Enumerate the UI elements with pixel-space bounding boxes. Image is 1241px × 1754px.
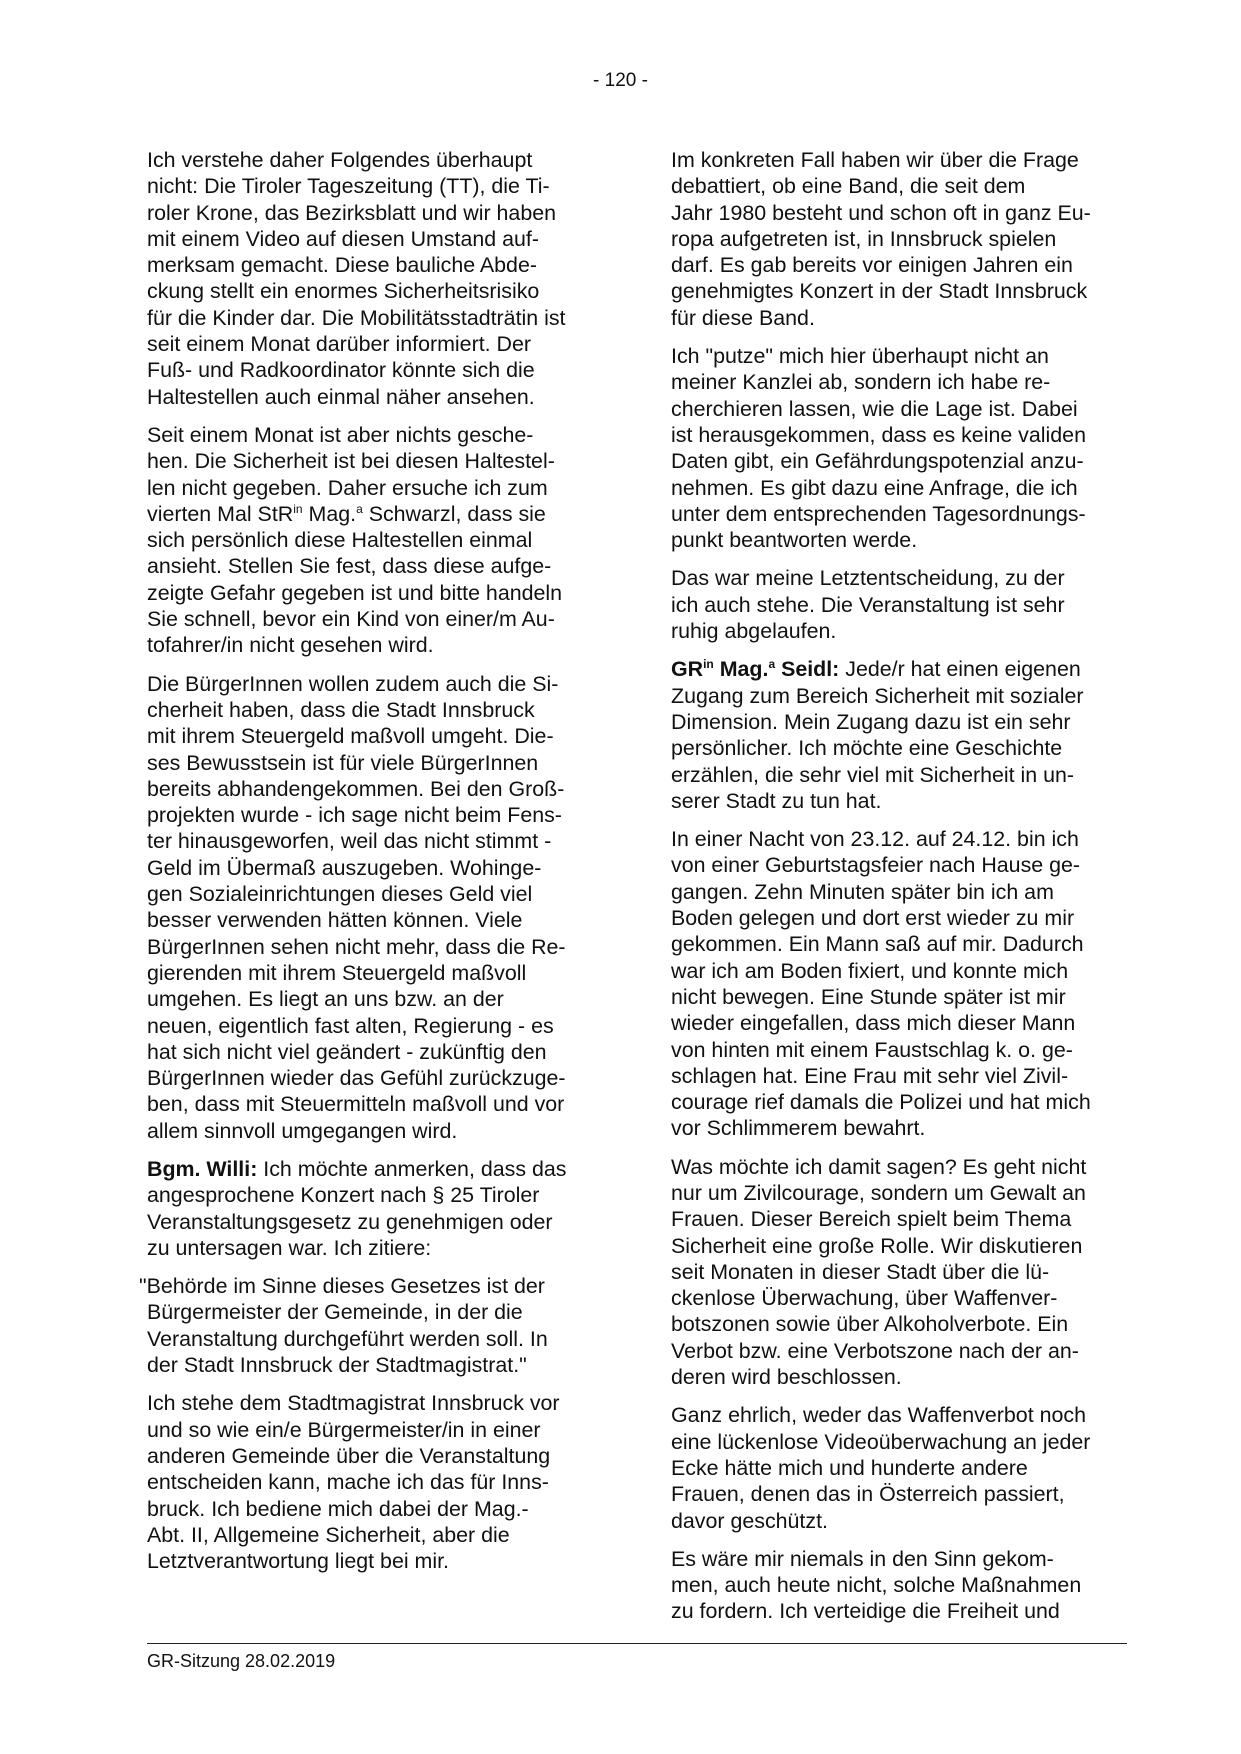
text-line: war ich am Boden fixiert, und konnte mich (671, 958, 1069, 983)
text-line: wieder eingefallen, dass mich dieser Mann (671, 1011, 1076, 1036)
text-line: zu fordern. Ich verteidige die Freiheit und (671, 1599, 1060, 1624)
text-line: schlagen hat. Eine Frau mit sehr viel Zivil- (671, 1063, 1069, 1088)
paragraph (147, 1390, 607, 1574)
speaker-name: $GR^{in}$ Mag.$^a$ Seidl: (671, 657, 840, 682)
text-line: punkt beantworten werde. (671, 528, 918, 553)
paragraph (147, 147, 607, 410)
text-line: serer Stadt zu tun hat. (671, 788, 882, 813)
paragraph (671, 826, 1131, 1142)
text-line: davor geschützt. (671, 1508, 828, 1533)
text-line: merksam gemacht. Diese bauliche Abde- (147, 253, 537, 278)
text-line: Dimension. Mein Zugang dazu ist ein sehr (671, 709, 1071, 734)
text-line: "Behörde im Sinne dieses Gesetzes ist der (139, 1274, 545, 1299)
text-line: nicht: Die Tiroler Tageszeitung (TT), die Ti- (147, 174, 550, 199)
page-number: - 120 - (593, 70, 648, 91)
paragraph (147, 422, 607, 659)
text-line: der Stadt Innsbruck der Stadtmagistrat." (147, 1353, 527, 1378)
text-line: ansieht. Stellen Sie fest, dass diese aufge- (147, 554, 552, 579)
text-line: Ganz ehrlich, weder das Waffenverbot noch (671, 1403, 1086, 1428)
text-line: Ecke hätte mich und hunderte andere (671, 1455, 1028, 1480)
text-line: projekten wurde - ich sage nicht beim Fens- (147, 803, 562, 828)
text-line: Ich "putze" mich hier überhaupt nicht an (671, 344, 1049, 369)
text-line: men, auch heute nicht, solche Maßnahmen (671, 1573, 1082, 1598)
speaker-name: Bgm. Willi: (147, 1156, 258, 1181)
text-line: Daten gibt, ein Gefährdungspotenzial anzu- (671, 449, 1084, 474)
text-line: Frauen, denen das in Österreich passiert, (671, 1482, 1065, 1507)
text-line: genehmigtes Konzert in der Stadt Innsbruck (671, 279, 1088, 304)
text-line: neuen, eigentlich fast alten, Regierung - es (147, 1013, 554, 1038)
paragraph (671, 1402, 1131, 1533)
text-line: Haltestellen auch einmal näher ansehen. (147, 384, 535, 409)
text-line: mit einem Video auf diesen Umstand auf- (147, 226, 539, 251)
text-line: tofahrer/in nicht gesehen wird. (147, 633, 434, 658)
text-line: vierten Mal StR$^{in}$ Mag.$^a$ Schwarzl, dass sie (147, 501, 546, 526)
text-line: Bürgermeister der Gemeinde, in der die (147, 1300, 523, 1325)
paragraph (671, 1154, 1131, 1391)
paragraph (671, 343, 1131, 553)
text-line: Es wäre mir niemals in den Sinn gekom- (671, 1546, 1054, 1571)
text-line: Ich verstehe daher Folgendes überhaupt (147, 148, 533, 172)
text-line: ist herausgekommen, dass es keine validen (671, 422, 1086, 447)
text-line: zu untersagen war. Ich zitiere: (147, 1235, 432, 1260)
text-line: persönlicher. Ich möchte eine Geschichte (671, 736, 1063, 761)
text-line: ruhig abgelaufen. (671, 619, 837, 644)
left-column (139, 147, 607, 1586)
text-line: nehmen. Es gibt dazu eine Anfrage, die ich (671, 475, 1078, 500)
text-line: anderen Gemeinde über die Veranstaltung (147, 1443, 551, 1468)
text-line: Veranstaltung durchgeführt werden soll. In (147, 1326, 548, 1351)
text-line: Bgm. Willi: Ich möchte anmerken, dass das (147, 1156, 567, 1181)
text-line: cherchieren lassen, wie die Lage ist. Dabei (671, 396, 1078, 421)
text-line: bruck. Ich bediene mich dabei der Mag.- (147, 1496, 529, 1521)
text-line: Letztverantwortung liegt bei mir. (147, 1549, 449, 1574)
text-line: Abt. II, Allgemeine Sicherheit, aber die (147, 1522, 510, 1547)
text-line: BürgerInnen wieder das Gefühl zurückzuge- (147, 1066, 566, 1091)
text-line: ter hinausgeworfen, weil das nicht stimmt - (147, 829, 552, 854)
right-column (671, 147, 1131, 1637)
text-line: ropa aufgetreten ist, in Innsbruck spielen (671, 226, 1057, 251)
text-line: darf. Es gab bereits vor einigen Jahren ein (671, 253, 1073, 278)
text-line: courage rief damals die Polizei und hat mich (671, 1090, 1091, 1115)
text-line: eine lückenlose Videoüberwachung an jeder (671, 1429, 1091, 1454)
text-line: seit einem Monat darüber informiert. Der (147, 332, 531, 357)
text-line: hat sich nicht viel geändert - zukünftig den (147, 1039, 547, 1064)
text-line: seit Monaten in dieser Stadt über die lü- (671, 1259, 1050, 1284)
speaker-paragraph (671, 656, 1131, 814)
text-line: Was möchte ich damit sagen? Es geht nicht (671, 1154, 1087, 1179)
text-line: mit ihrem Steuergeld maßvoll umgeht. Die- (147, 724, 554, 749)
text-line: ckenlose Überwachung, über Waffenver- (671, 1286, 1058, 1311)
text-line: Boden gelegen und dort erst wieder zu mir (671, 906, 1075, 931)
text-line: ses Bewusstsein ist für viele BürgerInnen (147, 750, 539, 775)
text-line: sich persönlich diese Haltestellen einmal (147, 528, 533, 553)
footer-text: GR-Sitzung 28.02.2019 (147, 1651, 336, 1671)
speaker-paragraph (147, 1156, 607, 1261)
paragraph (671, 147, 1131, 331)
paragraph (147, 671, 607, 1144)
text-line: ben, dass mit Steuermitteln maßvoll und vor (147, 1092, 565, 1117)
text-line: ckung stellt ein enormes Sicherheitsrisiko (147, 279, 540, 304)
text-line: Die BürgerInnen wollen zudem auch die Si- (147, 671, 559, 696)
text-line: gekommen. Ein Mann saß auf mir. Dadurch (671, 932, 1084, 957)
paragraph (671, 565, 1131, 644)
text-line: für diese Band. (671, 305, 815, 330)
text-line: botszonen sowie über Alkoholverbote. Ein (671, 1312, 1069, 1337)
text-line: Geld im Übermaß auszugeben. Wohinge- (147, 855, 542, 880)
text-line: Seit einem Monat ist aber nichts gesche- (147, 422, 534, 447)
text-line: entscheiden kann, mache ich das für Inns- (147, 1470, 549, 1495)
text-line: ich auch stehe. Die Veranstaltung ist sehr (671, 592, 1065, 617)
text-line: debattiert, ob eine Band, die seit dem (671, 174, 1026, 199)
text-line: zeigte Gefahr gegeben ist und bitte handeln (147, 580, 563, 605)
text-line: angesprochene Konzert nach § 25 Tiroler (147, 1183, 540, 1208)
text-line: gierenden mit ihrem Steuergeld maßvoll (147, 960, 527, 985)
footer-divider (147, 1643, 1127, 1644)
text-line: BürgerInnen sehen nicht mehr, dass die Re- (147, 934, 566, 959)
text-line: meiner Kanzlei ab, sondern ich habe re- (671, 370, 1051, 395)
text-line: besser verwenden hätten können. Viele (147, 908, 523, 933)
text-line: gangen. Zehn Minuten später bin ich am (671, 879, 1054, 904)
text-line: vor Schlimmerem bewahrt. (671, 1116, 926, 1141)
text-line: Sie schnell, bevor ein Kind von einer/m Au- (147, 607, 555, 632)
text-line: hen. Die Sicherheit ist bei diesen Haltestel- (147, 449, 555, 474)
paragraph (671, 1546, 1131, 1625)
text-line: roler Krone, das Bezirksblatt und wir haben (147, 200, 557, 225)
text-line: In einer Nacht von 23.12. auf 24.12. bin ich (671, 827, 1079, 852)
text-line: Jahr 1980 besteht und schon oft in ganz Eu- (671, 200, 1091, 225)
text-line: allem sinnvoll umgegangen wird. (147, 1118, 458, 1143)
text-line: Das war meine Letztentscheidung, zu der (671, 566, 1065, 591)
text-line: len nicht gegeben. Daher ersuche ich zum (147, 475, 548, 500)
text-line: nicht bewegen. Eine Stunde später ist mir (671, 984, 1066, 1009)
text-line: bereits abhandengekommen. Bei den Groß- (147, 776, 565, 801)
text-line: Im konkreten Fall haben wir über die Frage (671, 148, 1079, 172)
text-line: Veranstaltungsgesetz zu genehmigen oder (147, 1209, 553, 1234)
text-line: Fuß- und Radkoordinator könnte sich die (147, 358, 535, 383)
text-line: umgehen. Es liegt an uns bzw. an der (147, 987, 504, 1012)
text-line: Ich stehe dem Stadtmagistrat Innsbruck vor (147, 1391, 560, 1416)
text-line: von hinten mit einem Faustschlag k. o. ge- (671, 1037, 1073, 1062)
text-line: erzählen, die sehr viel mit Sicherheit in un- (671, 762, 1075, 787)
text-line: für die Kinder dar. Die Mobilitätsstadträtin ist (147, 305, 566, 330)
text-line: Verbot bzw. eine Verbotszone nach der an- (671, 1338, 1079, 1363)
text-line: unter dem entsprechenden Tagesordnungs- (671, 501, 1086, 526)
text-line: von einer Geburtstagsfeier nach Hause ge- (671, 853, 1081, 878)
text-line: nur um Zivilcourage, sondern um Gewalt an (671, 1180, 1086, 1205)
text-line: und so wie ein/e Bürgermeister/in in einer (147, 1417, 541, 1442)
text-line: Sicherheit eine große Rolle. Wir diskutieren (671, 1233, 1083, 1258)
quotation (139, 1273, 607, 1378)
text-line: $GR^{in}$ Mag.$^a$ Seidl: Jede/r hat einen eigenen (671, 657, 1081, 682)
text-line: cherheit haben, dass die Stadt Innsbruck (147, 697, 535, 722)
text-line: Zugang zum Bereich Sicherheit mit sozialer (671, 683, 1084, 708)
text-line: Frauen. Dieser Bereich spielt beim Thema (671, 1207, 1072, 1232)
text-line: gen Sozialeinrichtungen dieses Geld viel (147, 882, 533, 907)
text-line: deren wird beschlossen. (671, 1365, 902, 1390)
